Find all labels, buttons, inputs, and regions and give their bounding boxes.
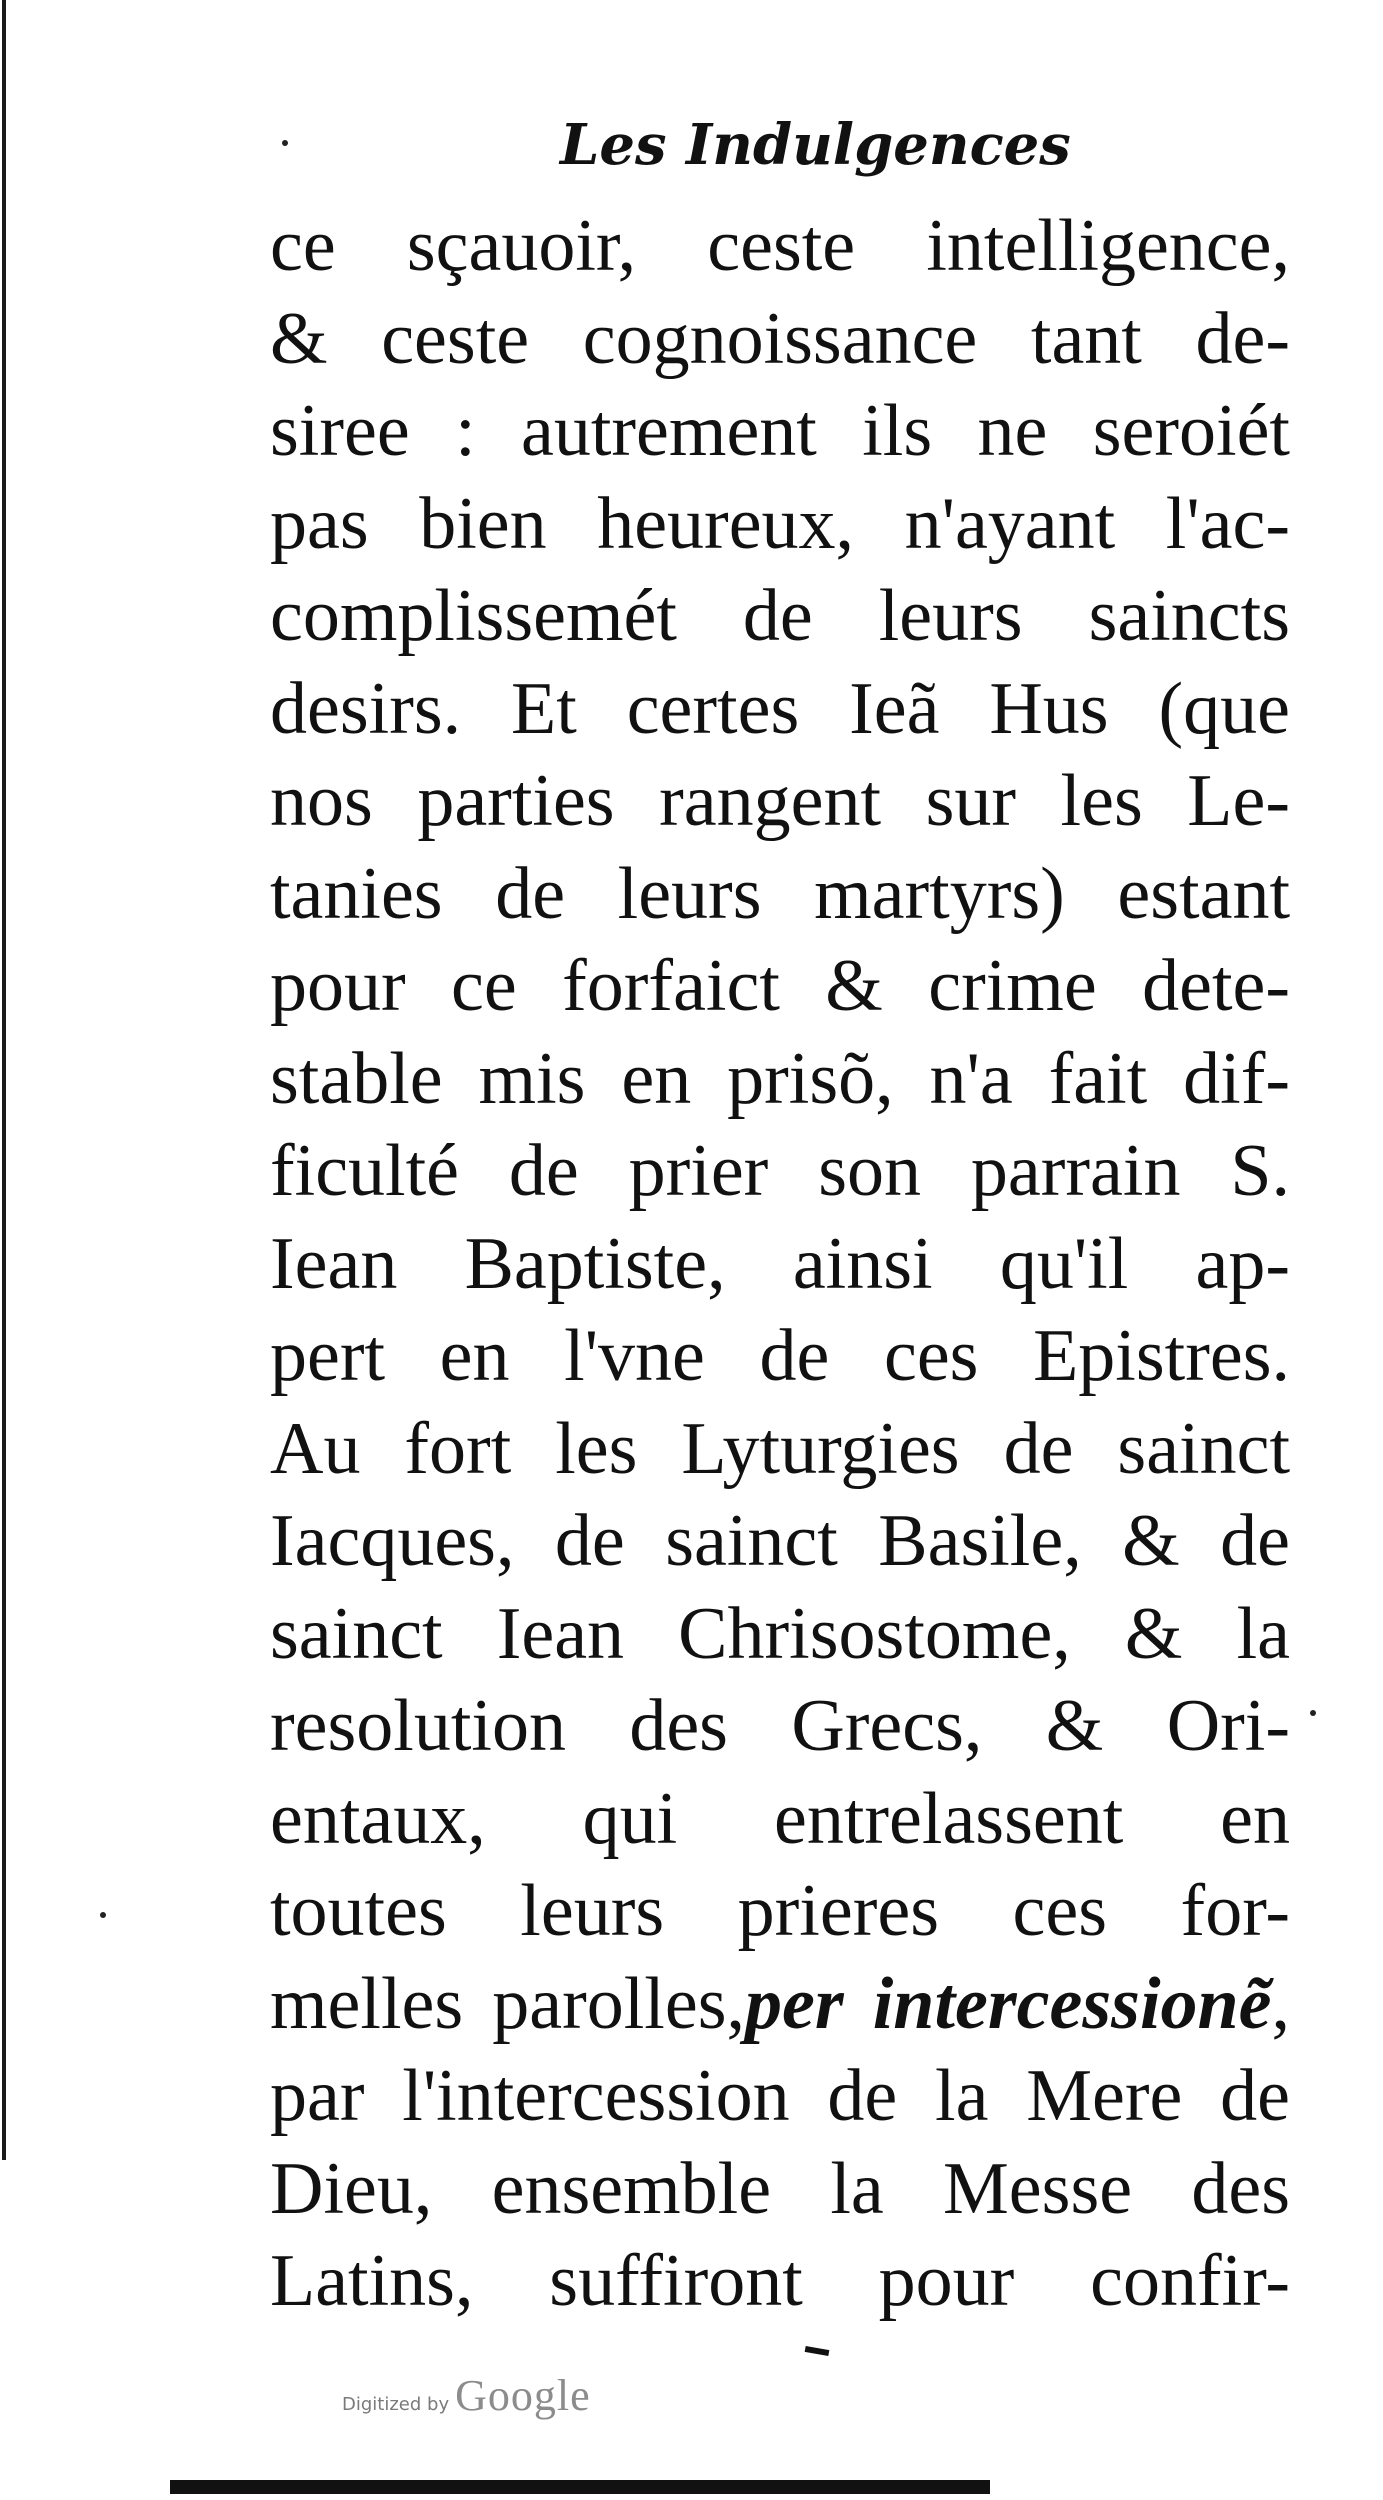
- text-line: pour ce forfaict & crime dete-: [270, 945, 1290, 1027]
- text-line: desirs. Et certes Ieã Hus (que: [270, 667, 1290, 750]
- text-line: nos parties rangent sur les Le-: [270, 760, 1290, 842]
- line-lead: melles parolles,: [270, 1962, 746, 2045]
- page-bottom-edge: [170, 2480, 990, 2494]
- text-line: & ceste cognoissance tant de-: [270, 297, 1290, 380]
- text-line: par l'intercession de la Mere de: [270, 2055, 1290, 2137]
- text-line: resolution des Grecs, & Ori-: [270, 1685, 1290, 1767]
- text-line: sainct Iean Chrisostome, & la: [270, 1592, 1290, 1675]
- text-line: ce sçauoir, ceste intelligence,: [270, 205, 1290, 287]
- text-line: Au fort les Lyturgies de sainct: [270, 1407, 1290, 1490]
- text-line: toutes leurs prieres ces for-: [270, 1870, 1290, 1952]
- text-line: Iean Baptiste, ainsi qu'il ap-: [270, 1222, 1290, 1305]
- text-line: pert en l'vne de ces Epistres.: [270, 1315, 1290, 1397]
- digitization-watermark: [342, 2370, 591, 2421]
- latin-phrase: per intercessionẽ: [745, 1962, 1272, 2045]
- body-text: [270, 200, 1290, 2328]
- text-line-italic: [270, 1958, 1290, 2051]
- printer-mark: [805, 2346, 830, 2356]
- text-line: complissemét de leurs saincts: [270, 575, 1290, 657]
- page-edge-rule: [2, 0, 6, 2160]
- text-line: tanies de leurs martyrs) estant: [270, 852, 1290, 935]
- running-head: Les Indulgences: [560, 112, 1071, 178]
- google-logo: Google: [455, 2371, 591, 2420]
- text-line: entaux, qui entrelassent en: [270, 1777, 1290, 1860]
- text-line: siree : autrement ils ne seroiét: [270, 390, 1290, 472]
- ink-speck: [282, 140, 288, 146]
- text-line: Latins, suffiront pour confir-: [270, 2240, 1290, 2322]
- text-line: pas bien heureux, n'ayant l'ac-: [270, 482, 1290, 565]
- text-line: stable mis en prisõ, n'a fait dif-: [270, 1037, 1290, 1120]
- text-line: ficulté de prier son parrain S.: [270, 1130, 1290, 1212]
- text-line: Dieu, ensemble la Messe des: [270, 2147, 1290, 2230]
- ink-speck: [1310, 1710, 1316, 1716]
- text-line: Iacques, de sainct Basile, & de: [270, 1500, 1290, 1582]
- watermark-prefix: Digitized by: [342, 2394, 450, 2415]
- line-trail: ,: [1271, 1962, 1291, 2045]
- ink-speck: [100, 1912, 106, 1918]
